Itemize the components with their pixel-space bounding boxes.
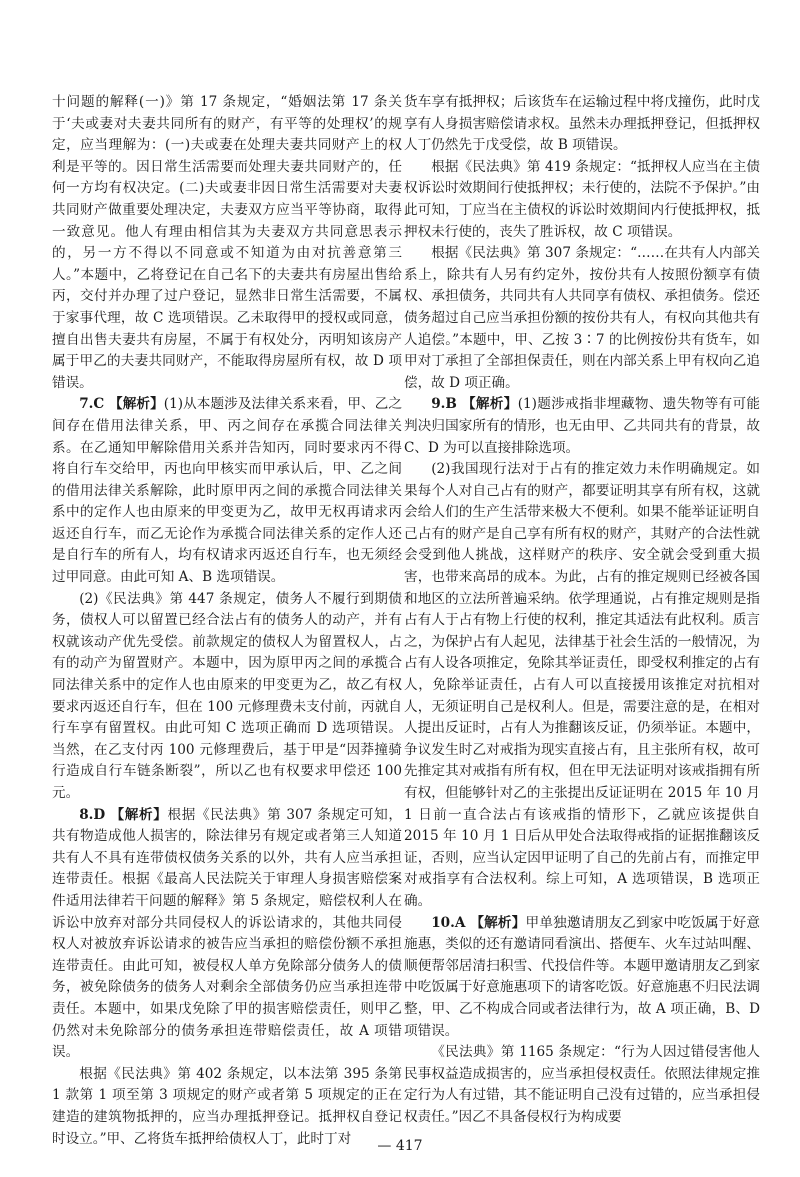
paragraph — [52, 92, 402, 394]
paragraph-text: 根据《民法典》第 402 条规定，以本法第 395 条第 1 款第 1 项至第 3 项规定的财产或者第 5 项规定的正在建造的建筑物抵押的，应当办理抵押登记。抵押权自登记时设立。”甲、乙将货车抵押给债权人丁，此时丁对 — [52, 1065, 402, 1147]
answer-label: 9.B 【解析】 — [431, 396, 518, 413]
paragraph-text: 根据《民法典》第 307 条规定：“……在共有人内部关系上，除共有人另有约定外，按份共有人按照份额享有债权、承担债务，共同共有人共同享有债权、承担债务。偿还债务超过自己应当承担份额的按份共有人，有权向其他共有人追偿。”本题中，甲、乙按 3∶7 的比例按份共有货车，如甲对丁承担了全部担保责任，则在内部关系上甲有权向乙追偿，故 D 项正确。 — [404, 245, 760, 391]
paragraph — [404, 459, 760, 912]
paragraph — [404, 913, 760, 1043]
paragraph-text: 《民法典》第 1165 条规定：“行为人因过错侵害他人民事权益造成损害的，应当承担侵权责任。依照法律规定推定行为人有过错，其不能证明自己没有过错的，应当承担侵权责任。”因乙不具备侵权行为构成要 — [404, 1044, 760, 1125]
paragraph-text: (2)我国现行法对于占有的推定效力未作明确规定。如果每个人对自己占有的财产，都要证明其享有所有权，这就会给人们的生产生活带来极大不便利。如果不能举证证明自己占有的财产是自己享有所有权的财产，其财产的合法性就会受到他人挑战，这样财产的秩序、安全就会受到重大损害，也带来高昂的成本。为此，占有的推定规则已经被各国和地区的立法所普遍采纳。依学理通说，占有推定规则是指占有人于占有物上行使的权利，推定其适法有此权利。质言之，为保护占有人起见，法律基于社会生活的一般情况，为占有人设各项推定，免除其举证责任，即受权利推定的占有人，免除举证责任，占有人可以直接援用该推定对抗相对人，无须证明自己是权利人。但是，需要注意的是，在相对人提出反证时，占有人为推翻该反证，仍须举证。本题中，争议发生时乙对戒指为现实直接占有，且主张所有权，故可先推定其对戒指有所有权，但在甲无法证明对该戒指拥有所有权，但能够针对乙的主张提出反证证明在 2015 年 10 月 1 日前一直合法占有该戒指的情形下，乙就应该提供自 2015 年 10 月 1 日后从甲处合法取得戒指的证据推翻该反证，否则，应当认定因甲证明了自己的先前占有，而推定甲对戒指享有合法权利。综上可知，A 选项错误，B 选项正确。 — [404, 461, 760, 909]
right-column — [404, 92, 760, 1129]
paragraph-text: 根据《民法典》第 419 条规定：“抵押权人应当在主债权诉讼时效期间行使抵押权；未行使的，法院不予保护。”由此可知，丁应当在主债权的诉讼时效期间内行使抵押权，抵押权未行使的，丧失了胜诉权，故 C 项错误。 — [404, 158, 760, 240]
paragraph-text: (1)题涉戒指非埋藏物、遗失物等有可能判决归国家所有的情形，也无由甲、乙共同共有的背景，故 C、D 为可以直接排除选项。 — [404, 396, 760, 456]
paragraph-text: (1)从本题涉及法律关系来看，甲、乙之间存在借用法律关系，甲、丙之间存在承揽合同法律关系。在乙通知甲解除借用关系并告知丙，同时要求丙不得将自行车交给甲，丙也向甲核实而甲承认后，甲、乙之间的借用法律关系解除，此时原甲丙之间的承揽合同法律关系中的定作人也由原来的甲变更为乙，故甲无权再请求丙返还自行车，而乙无论作为承揽合同法律关系的定作人还是自行车的所有人，均有权请求丙返还自行车，也无须经过甲同意。由此可知 A、B 选项错误。 — [52, 396, 402, 586]
paragraph-text: 甲单独邀请朋友乙到家中吃饭属于好意施惠，类似的还有邀请同看演出、搭便车、火车过站叫醒、顺便帮邻居清扫积雪、代投信件等。本题甲邀请朋友乙到家中吃饭属于好意施惠项下的请客吃饭。好意施惠不归民法调整，甲、乙不构成合同或者法律行为，故 A 项正确，B、D 项错误。 — [404, 914, 760, 1039]
left-column — [52, 92, 402, 1150]
paragraph-text: 十问题的解释(一)》第 17 条规定，“婚姻法第 17 条关于‘夫或妻对夫妻共同所有的财产，有平等的处理权’的规定，应当理解为：(一)夫或妻在处理夫妻共同财产上的权利是平等的。因日常生活需要而处理夫妻共同财产的，任何一方均有权决定。(二)夫或妻非因日常生活需要对夫妻共同财产做重要处理决定，夫妻双方应当平等协商，取得一致意见。他人有理由相信其为夫妻双方共同意思表示的，另一方不得以不同意或不知道为由对抗善意第三人。”本题中，乙将登记在自己名下的夫妻共有房屋出售给丙，交付并办理了过户登记，显然非日常生活需要，不属于家事代理，故 C 选项错误。乙未取得甲的授权或同意，擅自出售夫妻共有房屋，不属于有权处分，丙明知该房产属于甲乙的夫妻共同财产，不能取得房屋所有权，故 D 项错误。 — [52, 94, 402, 391]
paragraph-text: 根据《民法典》第 307 条规定可知，共有物造成他人损害的，除法律另有规定或者第三人知道共有人不具有连带债权债务关系的以外，共有人应当承担连带责任。根据《最高人民法院关于审理人身损害赔偿案件适用法律若干问题的解释》第 5 条规定，赔偿权利人在诉讼中放弃对部分共同侵权人的诉讼请求的，其他共同侵权人对被放弃诉讼请求的被告应当承担的赔偿份额不承担连带责任。由此可知，被侵权人单方免除部分债务人的债务，被免除债务的债务人对剩余全部债务仍应当承担连带责任。本题中，如果戊免除了甲的损害赔偿责任，则甲乙仍然对未免除部分的债务承担连带赔偿责任，故 A 项错误。 — [52, 806, 402, 1061]
page-number: — 417 — [377, 1138, 423, 1154]
paragraph-text: 货车享有抵押权；后该货车在运输过程中将戊撞伤，此时戊享有人身损害赔偿请求权。虽然未办理抵押登记，但抵押权人丁仍然先于戊受偿，故 B 项错误。 — [404, 94, 760, 154]
answer-label: 8.D 【解析】 — [79, 806, 168, 823]
paragraph — [404, 394, 760, 459]
paragraph — [52, 589, 402, 805]
paragraph-text: (2)《民法典》第 447 条规定，债务人不履行到期债务，债权人可以留置已经合法占有的债务人的动产，并有权就该动产优先受偿。前款规定的债权人为留置权人，占有的动产为留置财产。本题中，因为原甲丙之间的承揽合同法律关系中的定作人也由原来的甲变更为乙，故乙有权要求丙返还自行车，但在 100 元修理费未支付前，丙就自行车享有留置权。由此可知 C 选项正确而 D 选项错误。当然，在乙支付丙 100 元修理费后，基于甲是“因莽撞骑行造成自行车链条断裂”，所以乙也有权要求甲偿还 100 元。 — [52, 590, 402, 801]
paragraph — [52, 805, 402, 1064]
paragraph — [404, 243, 760, 394]
paragraph — [404, 92, 760, 157]
paragraph — [52, 394, 402, 588]
answer-label: 10.A 【解析】 — [431, 914, 526, 931]
paragraph — [404, 1042, 760, 1128]
paragraph — [404, 157, 760, 243]
answer-label: 7.C 【解析】 — [79, 396, 164, 413]
